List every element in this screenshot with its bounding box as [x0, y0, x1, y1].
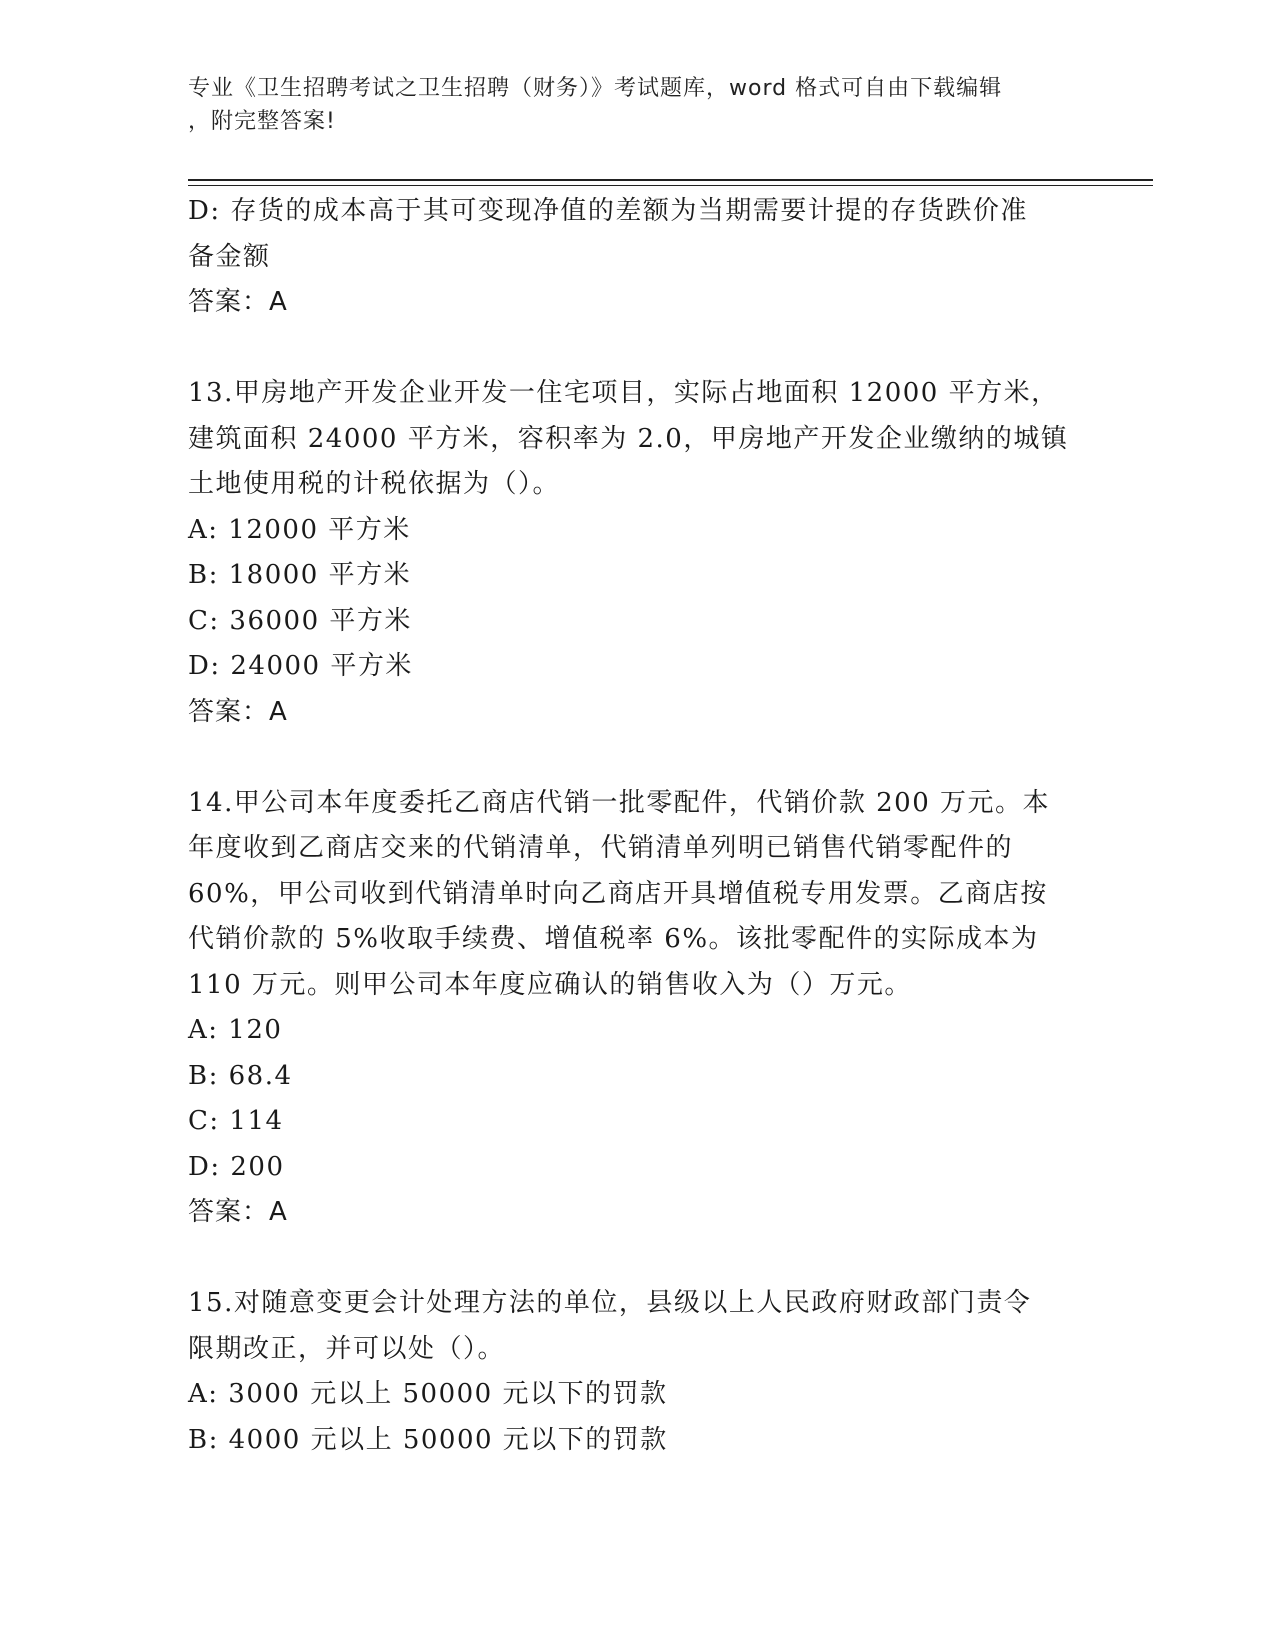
option-d: D: 200 — [188, 1151, 285, 1182]
header-divider-thick — [188, 179, 1153, 181]
header-line-2: ，附完整答案! — [188, 109, 336, 134]
question-stem-line: 代销价款的 5%收取手续费、增值税率 6%。该批零配件的实际成本为 — [188, 924, 1039, 954]
question-content — [188, 189, 1088, 1463]
question-stem-line: 15.对随意变更会计处理方法的单位，县级以上人民政府财政部门责令 — [188, 1288, 1032, 1318]
question-stem-line: 60%，甲公司收到代销清单时向乙商店开具增值税专用发票。乙商店按 — [188, 878, 1048, 909]
header-line-1: 专业《卫生招聘考试之卫生招聘（财务）》考试题库，word 格式可自由下载编辑 — [188, 76, 1003, 101]
question-15 — [188, 1281, 1088, 1463]
header-divider-thin — [188, 185, 1153, 186]
answer-line: 答案：A — [188, 696, 288, 727]
option-d: D: 存货的成本高于其可变现净值的差额为当期需要计提的存货跌价准 — [188, 196, 1028, 226]
option-c: C: 36000 平方米 — [188, 605, 412, 636]
option-b: B: 4000 元以上 50000 元以下的罚款 — [188, 1424, 668, 1455]
question-stem-line: 建筑面积 24000 平方米，容积率为 2.0，甲房地产开发企业缴纳的城镇 — [188, 423, 1069, 454]
question-12-tail — [188, 189, 1088, 326]
spacer — [188, 326, 1088, 372]
question-stem-line: 年度收到乙商店交来的代销清单，代销清单列明已销售代销零配件的 — [188, 833, 1014, 863]
document-header — [188, 72, 1088, 138]
option-a: A: 12000 平方米 — [188, 514, 411, 545]
question-stem-line: 土地使用税的计税依据为（）。 — [188, 469, 561, 499]
option-d-continued: 备金额 — [188, 241, 271, 272]
answer-line: 答案：A — [188, 287, 288, 317]
option-a: A: 120 — [188, 1015, 283, 1045]
question-13 — [188, 371, 1088, 735]
question-stem-line: 110 万元。则甲公司本年度应确认的销售收入为（）万元。 — [188, 969, 912, 1000]
question-14 — [188, 781, 1088, 1236]
spacer — [188, 1236, 1088, 1282]
option-b: B: 18000 平方米 — [188, 560, 412, 590]
spacer — [188, 735, 1088, 781]
question-stem-line: 13.甲房地产开发企业开发一住宅项目，实际占地面积 12000 平方米， — [188, 378, 1059, 408]
question-stem-line: 限期改正，并可以处（）。 — [188, 1333, 506, 1364]
option-d: D: 24000 平方米 — [188, 651, 413, 681]
question-stem-line: 14.甲公司本年度委托乙商店代销一批零配件，代销价款 200 万元。本 — [188, 787, 1051, 818]
answer-line: 答案：A — [188, 1197, 288, 1227]
option-a: A: 3000 元以上 50000 元以下的罚款 — [188, 1379, 668, 1409]
option-b: B: 68.4 — [188, 1060, 293, 1091]
option-c: C: 114 — [188, 1106, 284, 1136]
